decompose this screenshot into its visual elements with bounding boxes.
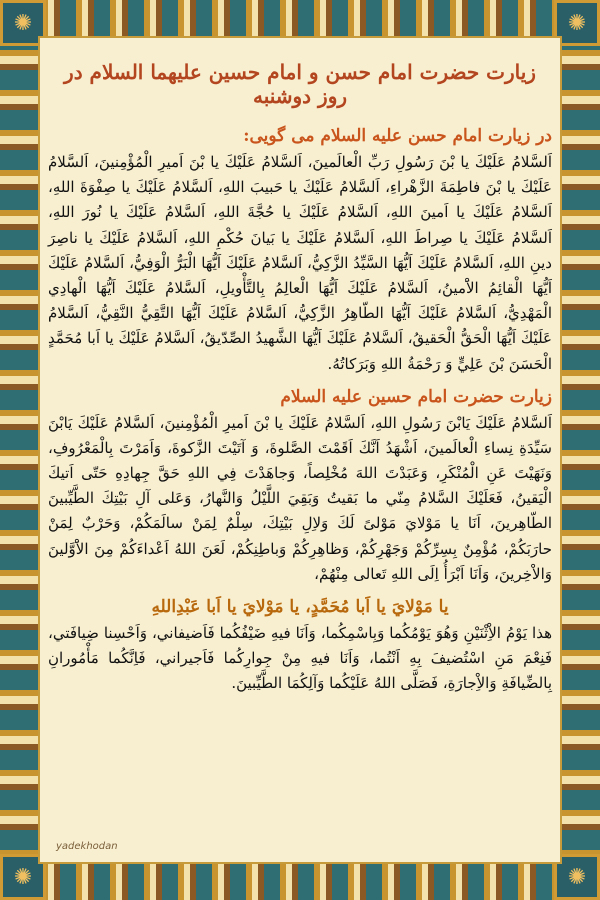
signature: yadekhodan [56, 841, 118, 852]
section-text-monday: هذا يَوْمُ الاِْثْنَيْنِ وَهُوَ يَوْمُكُما وَبِاسْمِكُما، وَاَنَا فيهِ ضَيْفُكُما فَاَضيفاني، وَاَحْسِنا ضِيافَتي، فَنِعْمَ مَنِ اسْتُضيفَ بِهِ اَنْتُما، وَاَنَا فيهِ مِنْ جِوارِكُما فَاَجيراني، فَاِنَّكُما مَأْمُورانِ بِالضِّيافَةِ وَالاِْجارَةِ، فَصَلَّى اللهُ عَلَيْكُما وَآلِكُمَا الطَّيِّبينَ. [48, 624, 552, 693]
section-heading-imam-hasan: در زیارت امام حسن علیه السلام می گویی: [243, 126, 552, 146]
decorative-border-left [0, 0, 42, 900]
content-area [48, 46, 552, 854]
corner-ornament-icon: ✺ [554, 854, 600, 900]
section-text-imam-husain: اَلسَّلامُ عَلَيْكَ يَابْنَ رَسُولِ اللهِ، اَلسَّلامُ عَلَيْكَ يا بْنَ اَميرِ الْمُؤْمِنينَ، اَلسَّلامُ عَلَيْكَ يَابْنَ سَيِّدَةِ نِساءِ الْعالَمينَ، اَشْهَدُ اَنَّكَ اَقَمْتَ الصَّلوةَ، وَ آتَيْتَ الزَّكوةَ، وَاَمَرْتَ بِالْمَعْرُوفِ، وَنَهَيْتَ عَنِ الْمُنْكَرِ، وَعَبَدْتَ اللهَ مُخْلِصاً، وَجاهَدْتَ فِي اللهِ حَقَّ جِهادِهِ حَتّى اَتيكَ الْيَقينُ، فَعَلَيْكَ السَّلامُ مِنّي ما بَقيتُ وَبَقِيَ اللَّيْلُ وَالنَّهارُ، وَعَلى آلِ بَيْتِكَ الطَّيِّبينَ الطّاهِرينَ، اَنَا يا مَوْلايَ مَوْلىً لَكَ وَلاِلِ بَيْتِكَ، سِلْمٌ لِمَنْ سالَمَكُمْ، وَحَرْبٌ لِمَنْ حارَبَكُمْ، مُؤْمِنٌ بِسِرِّكُمْ وَجَهْرِكُمْ، وَظاهِرِكُمْ وَباطِنِكُمْ، لَعَنَ اللهُ اَعْداءَكُمْ مِنَ الاَْوَّلينَ وَالاْخِرينَ، وَاَنَا اَبْرَأُ اِلَى اللهِ تَعالى مِنْهُمْ، [48, 413, 552, 583]
section-text-imam-hasan: اَلسَّلامُ عَلَيْكَ يا بْنَ رَسُولِ رَبِّ الْعالَمينَ، اَلسَّلامُ عَلَيْكَ يا بْنَ اَميرِ الْمُؤْمِنينَ، اَلسَّلامُ عَلَيْكَ يا بْنَ فاطِمَةَ الزَّهْراءِ، اَلسَّلامُ عَلَيْكَ يا حَبيبَ اللهِ، اَلسَّلامُ عَلَيْكَ يا صِفْوَةَ اللهِ، اَلسَّلامُ عَلَيْكَ يا اَمينَ اللهِ، اَلسَّلامُ عَلَيْكَ يا حُجَّةَ اللهِ، اَلسَّلامُ عَلَيْكَ يا نُورَ اللهِ، اَلسَّلامُ عَلَيْكَ يا صِراطَ اللهِ، اَلسَّلامُ عَلَيْكَ يا بَيانَ حُكْمِ اللهِ، اَلسَّلامُ عَلَيْكَ يا ناصِرَ دينِ اللهِ، اَلسَّلامُ عَلَيْكَ اَيُّهَا السَّيِّدُ الزَّكِيُّ، اَلسَّلامُ عَلَيْكَ اَيُّهَا الْبَرُّ الْوَفِيُّ، اَلسَّلامُ عَلَيْكَ اَيُّهَا الْقائِمُ الاَْمينُ، اَلسَّلامُ عَلَيْكَ اَيُّهَا الْعالِمُ بِالتَّأْويلِ، اَلسَّلامُ عَلَيْكَ اَيُّهَا الْهادِي الْمَهْدِيُّ، اَلسَّلامُ عَلَيْكَ اَيُّهَا الطّاهِرُ الزَّكِيُّ، اَلسَّلامُ عَلَيْكَ اَيُّهَا التَّقِيُّ النَّقِيُّ، اَلسَّلامُ عَلَيْكَ اَيُّهَا الْحَقُّ الْحَقيقُ، اَلسَّلامُ عَلَيْكَ اَيُّهَا الشَّهيدُ الصِّدّيقُ، اَلسَّلامُ عَلَيْكَ يا اَبا مُحَمَّدٍ الْحَسَنَ بْنَ عَلِيٍّ وَ رَحْمَةُ اللهِ وَبَرَكاتُهُ. [48, 153, 552, 373]
corner-ornament-icon: ✺ [0, 854, 46, 900]
section-heading-monday: يا مَوْلايَ يا اَبا مُحَمَّدٍ، يا مَوْلايَ يا اَبا عَبْدِاللهِ [151, 597, 449, 617]
text-panel [38, 36, 562, 864]
corner-ornament-icon: ✺ [0, 0, 46, 46]
corner-ornament-icon: ✺ [554, 0, 600, 46]
decorative-border-bottom [0, 860, 600, 900]
section-heading-imam-husain: زیارت حضرت امام حسین علیه السلام [280, 386, 552, 407]
page-title: زیارت حضرت امام حسن و امام حسین علیهما السلام در روز دوشنبه [64, 60, 536, 108]
decorative-border-right [558, 0, 600, 900]
decorative-border-top [0, 0, 600, 40]
